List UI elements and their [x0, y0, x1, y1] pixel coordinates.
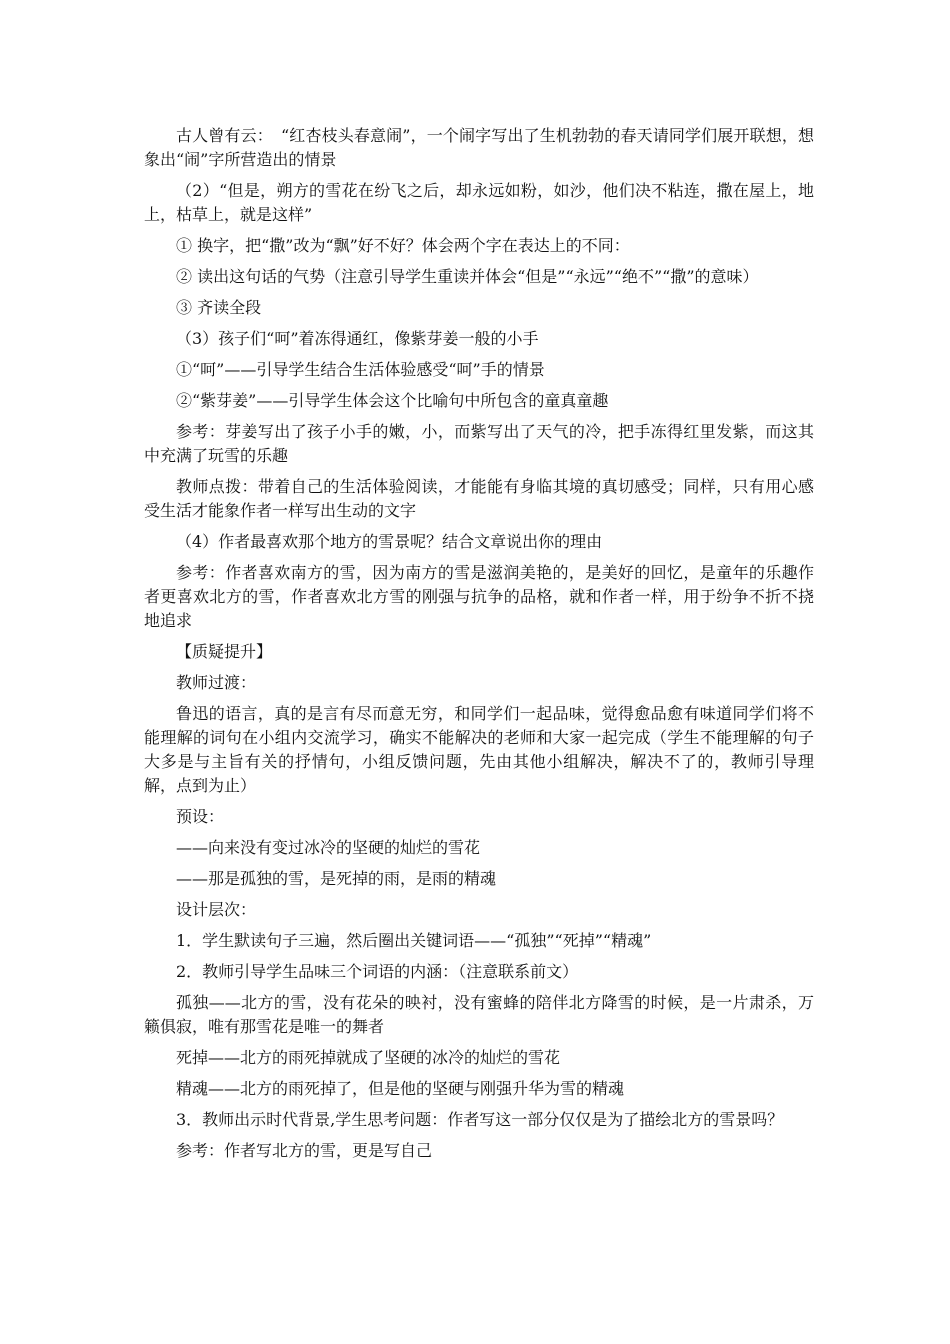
paragraph: ① 换字，把“撒”改为“飘”好不好？体会两个字在表达上的不同： — [176, 236, 630, 255]
paragraph: 鲁迅的语言，真的是言有尽而意无穷，和同学们一起品味，觉得愈品愈有味道同学们将不能理解的词句在小组内交流学习，确实不能解决的老师和大家一起完成（学生不能理解的句子大多是与主旨有关的抒情句，小组反馈问题，先由其他小组解决，解决不了的，教师引导理解，点到为止） — [144, 704, 814, 795]
paragraph: （3）孩子们“呵”着冻得通红，像紫芽姜一般的小手 — [176, 329, 539, 348]
paragraph: 死掉——北方的雨死掉就成了坚硬的冰冷的灿烂的雪花 — [176, 1048, 561, 1067]
paragraph: 设计层次： — [176, 900, 257, 919]
paragraph: ①“呵”——引导学生结合生活体验感受“呵”手的情景 — [176, 360, 545, 379]
paragraph: 参考：作者喜欢南方的雪，因为南方的雪是滋润美艳的，是美好的回忆，是童年的乐趣作者更喜欢北方的雪，作者喜欢北方雪的刚强与抗争的品格，就和作者一样，用于纷争不折不挠地追求 — [144, 563, 814, 630]
paragraph: 精魂——北方的雨死掉了，但是他的坚硬与刚强升华为雪的精魂 — [176, 1079, 625, 1098]
paragraph: 孤独——北方的雪，没有花朵的映衬，没有蜜蜂的陪伴北方降雪的时候，是一片肃杀，万籁俱寂，唯有那雪花是唯一的舞者 — [144, 993, 814, 1036]
paragraph: 古人曾有云： “红杏枝头春意闹”，一个闹字写出了生机勃勃的春天请同学们展开联想，想象出“闹”字所营造出的情景 — [144, 126, 814, 169]
paragraph: ②“紫芽姜”——引导学生体会这个比喻句中所包含的童真童趣 — [176, 391, 609, 410]
paragraph: ③ 齐读全段 — [176, 298, 262, 317]
paragraph: 1．学生默读句子三遍，然后圈出关键词语——“孤独”“死掉”“精魂” — [176, 931, 652, 950]
paragraph: 教师点拨：带着自己的生活体验阅读，才能能有身临其境的真切感受；同样，只有用心感受生活才能象作者一样写出生动的文字 — [144, 477, 814, 520]
paragraph: 3．教师出示时代背景,学生思考问题：作者写这一部分仅仅是为了描绘北方的雪景吗？ — [176, 1110, 784, 1129]
paragraph: 参考：作者写北方的雪，更是写自己 — [176, 1141, 433, 1160]
paragraph: 教师过渡： — [176, 673, 257, 692]
document-body — [144, 124, 814, 1170]
paragraph: ——向来没有变过冰冷的坚硬的灿烂的雪花 — [176, 838, 481, 857]
paragraph: （4）作者最喜欢那个地方的雪景呢？结合文章说出你的理由 — [176, 532, 603, 551]
paragraph: （2）“但是，朔方的雪花在纷飞之后，却永远如粉，如沙，他们决不粘连，撒在屋上，地上，枯草上，就是这样” — [144, 181, 814, 224]
paragraph: ② 读出这句话的气势（注意引导学生重读并体会“但是”“永远”“绝不”“撒”的意味） — [176, 267, 759, 286]
paragraph: 预设： — [176, 807, 225, 826]
section-heading: 【质疑提升】 — [176, 642, 273, 661]
paragraph: 参考：芽姜写出了孩子小手的嫩，小，而紫写出了天气的冷，把手冻得红里发紫，而这其中充满了玩雪的乐趣 — [144, 422, 814, 465]
paragraph: 2．教师引导学生品味三个词语的内涵：（注意联系前文） — [176, 962, 579, 981]
paragraph: ——那是孤独的雪，是死掉的雨，是雨的精魂 — [176, 869, 497, 888]
